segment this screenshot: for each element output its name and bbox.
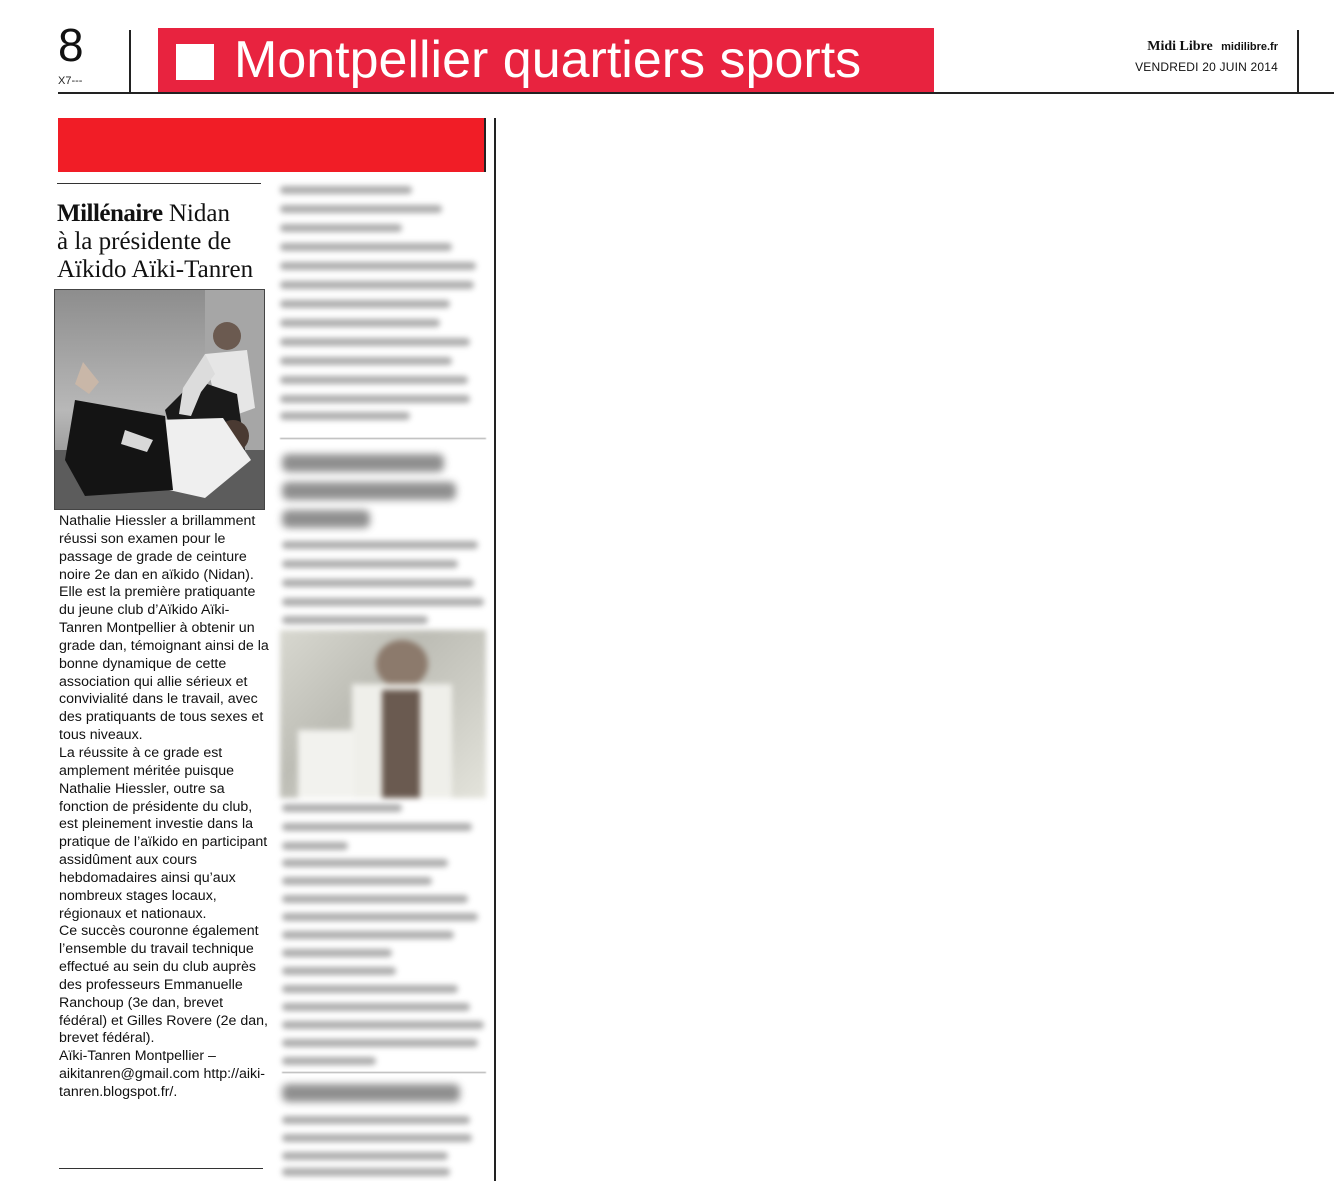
- blurred-text-line: [282, 877, 432, 885]
- article-paragraph-4: Aïki-Tanren Montpellier – aikitanren@gmail.com http://aiki-tanren.blogspot.fr/.: [59, 1048, 266, 1100]
- blurred-headline-line: [282, 454, 444, 472]
- section-banner: [158, 28, 934, 92]
- header-rule: [58, 92, 1334, 94]
- article-paragraph-3: Ce succès couronne également l’ensemble du travail technique effectué au sein du club auprès des professeurs Emmanuelle Ranchoup (3e dan, brevet fédéral) et Gilles Rovere (2e dan, brevet fédéral).: [59, 923, 268, 1047]
- blurred-text-line: [280, 338, 470, 346]
- blurred-text-line: [282, 1021, 484, 1029]
- article-body: [59, 513, 269, 1102]
- blurred-text-line: [282, 1152, 448, 1160]
- blurred-text-line: [280, 300, 450, 308]
- blurred-text-line: [280, 205, 442, 213]
- blurred-text-line: [280, 412, 410, 420]
- headline-line-2: à la présidente de: [57, 228, 232, 255]
- blurred-text-line: [280, 395, 470, 403]
- red-band: [58, 118, 485, 172]
- blurred-headline-line: [282, 482, 456, 500]
- blurred-text-line: [282, 1039, 478, 1047]
- blurred-text-line: [282, 1116, 470, 1124]
- blurred-text-line: [280, 243, 452, 251]
- aikido-photo: [54, 289, 265, 510]
- blurred-text-line: [280, 224, 402, 232]
- article-headline: [57, 200, 267, 284]
- blurred-text-line: [282, 823, 472, 831]
- section-title: Montpellier quartiers sports: [234, 31, 862, 89]
- newspaper-website: midilibre.fr: [1221, 41, 1278, 53]
- blurred-separator: [282, 1072, 486, 1073]
- article-bottom-rule: [59, 1168, 263, 1169]
- column-divider: [494, 118, 496, 1181]
- blurred-text-line: [282, 931, 454, 939]
- blurred-headline-line: [282, 1084, 460, 1102]
- blurred-text-line: [282, 1134, 472, 1142]
- blurred-headline-line: [282, 510, 370, 528]
- blurred-text-line: [280, 376, 468, 384]
- blurred-text-line: [282, 949, 392, 957]
- blurred-text-line: [282, 560, 458, 568]
- blurred-text-line: [282, 1003, 470, 1011]
- masthead: [1135, 37, 1278, 73]
- issue-date: VENDREDI 20 JUIN 2014: [1135, 60, 1278, 74]
- article-top-rule: [57, 183, 261, 184]
- newspaper-brand: Midi Libre: [1147, 39, 1213, 54]
- blurred-text-line: [282, 842, 348, 850]
- article-paragraph-1: Nathalie Hiessler a brillamment réussi son examen pour le passage de grade de ceinture noire 2e dan en aïkido (Nidan). Elle est la première pratiquante du jeune club d’Aïkido Aïki-Tanren Montpellier à obtenir un grade dan, témoignant ainsi de la bonne dynamique de cette association qui allie sérieux et convivialité dans le travail, avec des pratiquants de tous sexes et tous niveaux.: [59, 513, 269, 744]
- blurred-text-line: [280, 186, 412, 194]
- blurred-text-line: [280, 357, 452, 365]
- blurred-text-line: [282, 541, 478, 549]
- blurred-text-line: [282, 859, 448, 867]
- header-divider-left: [129, 30, 131, 92]
- headline-kicker: Millénaire: [57, 200, 163, 227]
- blurred-text-line: [282, 598, 484, 606]
- blurred-separator: [280, 438, 486, 439]
- banner-square-icon: [176, 44, 214, 80]
- headline-line-3: Aïkido Aïki-Tanren: [57, 256, 254, 283]
- blurred-text-line: [282, 913, 478, 921]
- blurred-text-line: [282, 1168, 450, 1176]
- blurred-text-line: [280, 319, 440, 327]
- blurred-text-line: [282, 967, 396, 975]
- article-paragraph-2: La réussite à ce grade est amplement méritée puisque Nathalie Hiessler, outre sa fonction de présidente du club, est pleinement investie dans la pratique de l’aïkido en participant assidûment aux cours hebdomadaires ainsi qu’aux nombreux stages locaux, régionaux et nationaux.: [59, 744, 268, 922]
- blurred-text-line: [280, 262, 476, 270]
- blurred-photo: [280, 630, 486, 798]
- page-code: X7---: [58, 75, 83, 87]
- headline-line-1: Nidan: [168, 200, 230, 227]
- blurred-text-line: [282, 579, 474, 587]
- page-number: 8: [58, 19, 84, 71]
- header-divider-right: [1297, 30, 1299, 92]
- red-band-edge: [484, 118, 486, 172]
- blurred-text-line: [282, 804, 402, 812]
- blurred-text-line: [282, 616, 428, 624]
- blurred-text-line: [282, 985, 458, 993]
- blurred-text-line: [282, 895, 468, 903]
- blurred-text-line: [280, 281, 474, 289]
- blurred-text-line: [282, 1057, 376, 1065]
